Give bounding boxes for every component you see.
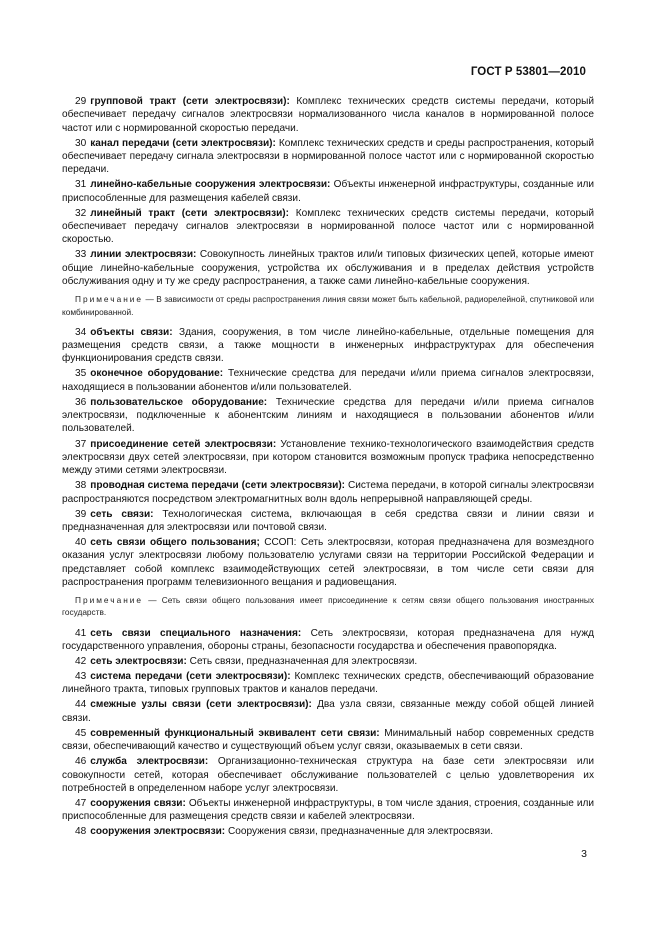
entry-number: 40 <box>75 536 87 548</box>
definition-48 <box>62 825 594 838</box>
entry-term: сеть электросвязи: <box>90 655 187 667</box>
note-1 <box>62 293 594 317</box>
entry-text: Технические средства для передачи и/или приема сигналов электросвязи, находящиеся в пользовании абонентов и/или пользователей. <box>62 368 594 393</box>
definition-32 <box>62 207 594 247</box>
note-2 <box>62 594 594 618</box>
entry-number: 31 <box>75 179 87 191</box>
definition-35 <box>62 367 594 394</box>
entry-text: Комплекс технических средств системы передачи, который обеспечивает передачу сигналов электросвязи нормализованного числа каналов в нормированной полосе частот или с нормированной скоростью передачи. <box>62 96 594 134</box>
entry-term: проводная система передачи (сети электросвязи): <box>90 480 346 492</box>
entry-term: служба электросвязи: <box>90 756 209 768</box>
entry-number: 46 <box>75 756 87 768</box>
definition-33 <box>62 248 594 288</box>
entry-term: сооружения связи: <box>90 797 186 809</box>
definition-41 <box>62 627 594 654</box>
document-header: ГОСТ Р 53801—2010 <box>470 66 586 78</box>
entry-number: 34 <box>75 326 87 338</box>
entry-number: 41 <box>75 627 87 639</box>
entry-number: 47 <box>75 797 87 809</box>
definition-43 <box>62 670 594 697</box>
entry-text: Комплекс технических средств и среды распространения, который обеспечивает передачу сигнала электросвязи в нормированной полосе частот или с нормированной скоростью передачи. <box>62 137 595 176</box>
entry-term: смежные узлы связи (сети электросвязи): <box>90 699 312 711</box>
entry-text: Сеть связи, предназначенная для электросвязи. <box>186 655 418 667</box>
definition-30 <box>62 137 594 177</box>
entry-text: Организационно-техническая структура на базе сети электросвязи или совокупности сетей, которая обеспечивает обслуживание пользователей с целью удовлетворения их потребностей в определенном наборе услуг электросвязи. <box>62 756 594 794</box>
definition-31 <box>62 178 594 205</box>
note-text: — В зависимости от среды распространения линия связи может быть кабельной, радиорелейной, спутниковой или комбинированной. <box>62 294 594 317</box>
entry-number: 37 <box>75 438 87 450</box>
entry-term: сооружения электросвязи: <box>90 826 226 838</box>
entry-term: сеть связи специального назначения: <box>90 627 302 639</box>
entry-number: 36 <box>75 396 87 408</box>
definition-36 <box>62 396 594 436</box>
entry-number: 45 <box>75 727 87 739</box>
definition-40 <box>62 536 594 589</box>
entry-text: Сеть электросвязи, которая предназначена для нужд государственного управления, обороны страны, безопасности государства и обеспечения правопорядка. <box>62 627 594 652</box>
definition-44 <box>62 698 594 725</box>
definition-39 <box>62 508 594 535</box>
entry-term: линейно-кабельные сооружения электросвязи: <box>90 179 331 191</box>
entry-number: 42 <box>75 655 87 667</box>
note-label: Примечание <box>75 294 144 305</box>
entry-term: пользовательское оборудование: <box>90 396 268 408</box>
entry-term: сеть связи общего пользования; <box>90 536 260 548</box>
entry-text: Установление технико-технологического взаимодействия средств электросвязи двух сетей электросвязи, при котором становится возможным пропуск трафика непосредственно между этими сетями электросвязи. <box>62 438 594 477</box>
entry-number: 43 <box>75 671 87 683</box>
entry-term: присоединение сетей электросвязи: <box>90 438 277 450</box>
entry-term: оконечное оборудование: <box>90 368 224 380</box>
entry-term: сеть связи: <box>90 508 154 520</box>
definition-47 <box>62 797 594 824</box>
entry-term: линии электросвязи: <box>90 249 197 261</box>
entry-text: Технические средства для передачи и/или приема сигналов электросвязи, подключенные к абонентским линиям и находящиеся в пользовании абонентов и/или пользователей. <box>62 396 594 435</box>
entry-text: ССОП: Сеть электросвязи, которая предназначена для возмездного оказания услуг электросвязи любому пользователю услугами связи на территории Российской Федерации и представляет собой комплекс взаимодействующих сетей электросвязи, в том числе сети связи для распространения программ телевизионного вещания и радиовещания. <box>62 536 594 588</box>
note-text: — Сеть связи общего пользования имеет присоединение к сетям связи общего пользования иностранных государств. <box>62 595 594 618</box>
entry-number: 35 <box>75 368 87 380</box>
definition-45 <box>62 727 594 754</box>
entry-text: Технологическая система, включающая в себя средства связи и линии связи и предназначенная для электросвязи или почтовой связи. <box>62 508 594 533</box>
entry-text: Два узла связи, связанные между собой общей линией связи. <box>62 699 594 724</box>
entry-term: современный функциональный эквивалент сети связи: <box>90 727 380 739</box>
entry-number: 38 <box>75 480 87 492</box>
entry-text: Комплекс технических средств системы передачи, который обеспечивает передачу сигналов электросвязи в нормированной полосе частот или с нормированной скоростью. <box>62 207 594 246</box>
entry-number: 30 <box>75 137 87 149</box>
entry-number: 39 <box>75 508 87 520</box>
entry-text: Система передачи, в которой сигналы электросвязи распространяются посредством электромагнитных волн вдоль непрерывной направляющей среды. <box>62 480 594 505</box>
entry-text: Минимальный набор современных средств связи, обеспечивающий качество и существующий объем услуг связи, оказываемых в сети связи. <box>62 727 594 753</box>
note-label: Примечание <box>75 595 144 606</box>
entry-term: канал передачи (сети электросвязи): <box>90 137 276 149</box>
page-number: 3 <box>581 848 587 860</box>
definition-34 <box>62 326 594 366</box>
entry-text: Комплекс технических средств, обеспечивающий образование линейного тракта, типовых групповых трактов и каналов передачи. <box>62 671 594 696</box>
entry-text: Совокупность линейных трактов или/и типовых физических цепей, которые имеют общие линейно-кабельные сооружения, устройства их обслуживания и в пределах действия устройств обслуживания одну и ту же среду распространения, а также сами линейно-кабельные сооружения. <box>62 249 594 288</box>
entry-term: линейный тракт (сети электросвязи): <box>90 207 290 219</box>
entry-text: Объекты инженерной инфраструктуры, созданные или приспособленные для размещения кабелей связи. <box>62 179 594 204</box>
entry-number: 29 <box>75 96 87 107</box>
definition-29 <box>62 95 594 135</box>
entry-text: Объекты инженерной инфраструктуры, в том числе здания, строения, созданные или приспособленные для размещения средств связи и кабелей электросвязи. <box>62 797 594 823</box>
entry-text: Здания, сооружения, в том числе линейно-кабельные, отдельные помещения для размещения средств связи, а также мощности в инженерных инфраструктурах для обеспечения функционирования средств связи. <box>62 326 594 365</box>
document-body <box>62 95 594 840</box>
definition-46 <box>62 755 594 795</box>
entry-number: 48 <box>75 826 87 838</box>
entry-text: Сооружения связи, предназначенные для электросвязи. <box>225 826 494 838</box>
entry-term: система передачи (сети электросвязи): <box>90 671 291 683</box>
definition-38 <box>62 479 594 506</box>
entry-number: 33 <box>75 249 87 261</box>
entry-term: объекты связи: <box>90 326 173 338</box>
entry-number: 32 <box>75 207 87 219</box>
definition-42 <box>62 655 594 668</box>
entry-term: групповой тракт (сети электросвязи): <box>90 96 290 107</box>
entry-number: 44 <box>75 699 87 711</box>
definition-37 <box>62 438 594 478</box>
